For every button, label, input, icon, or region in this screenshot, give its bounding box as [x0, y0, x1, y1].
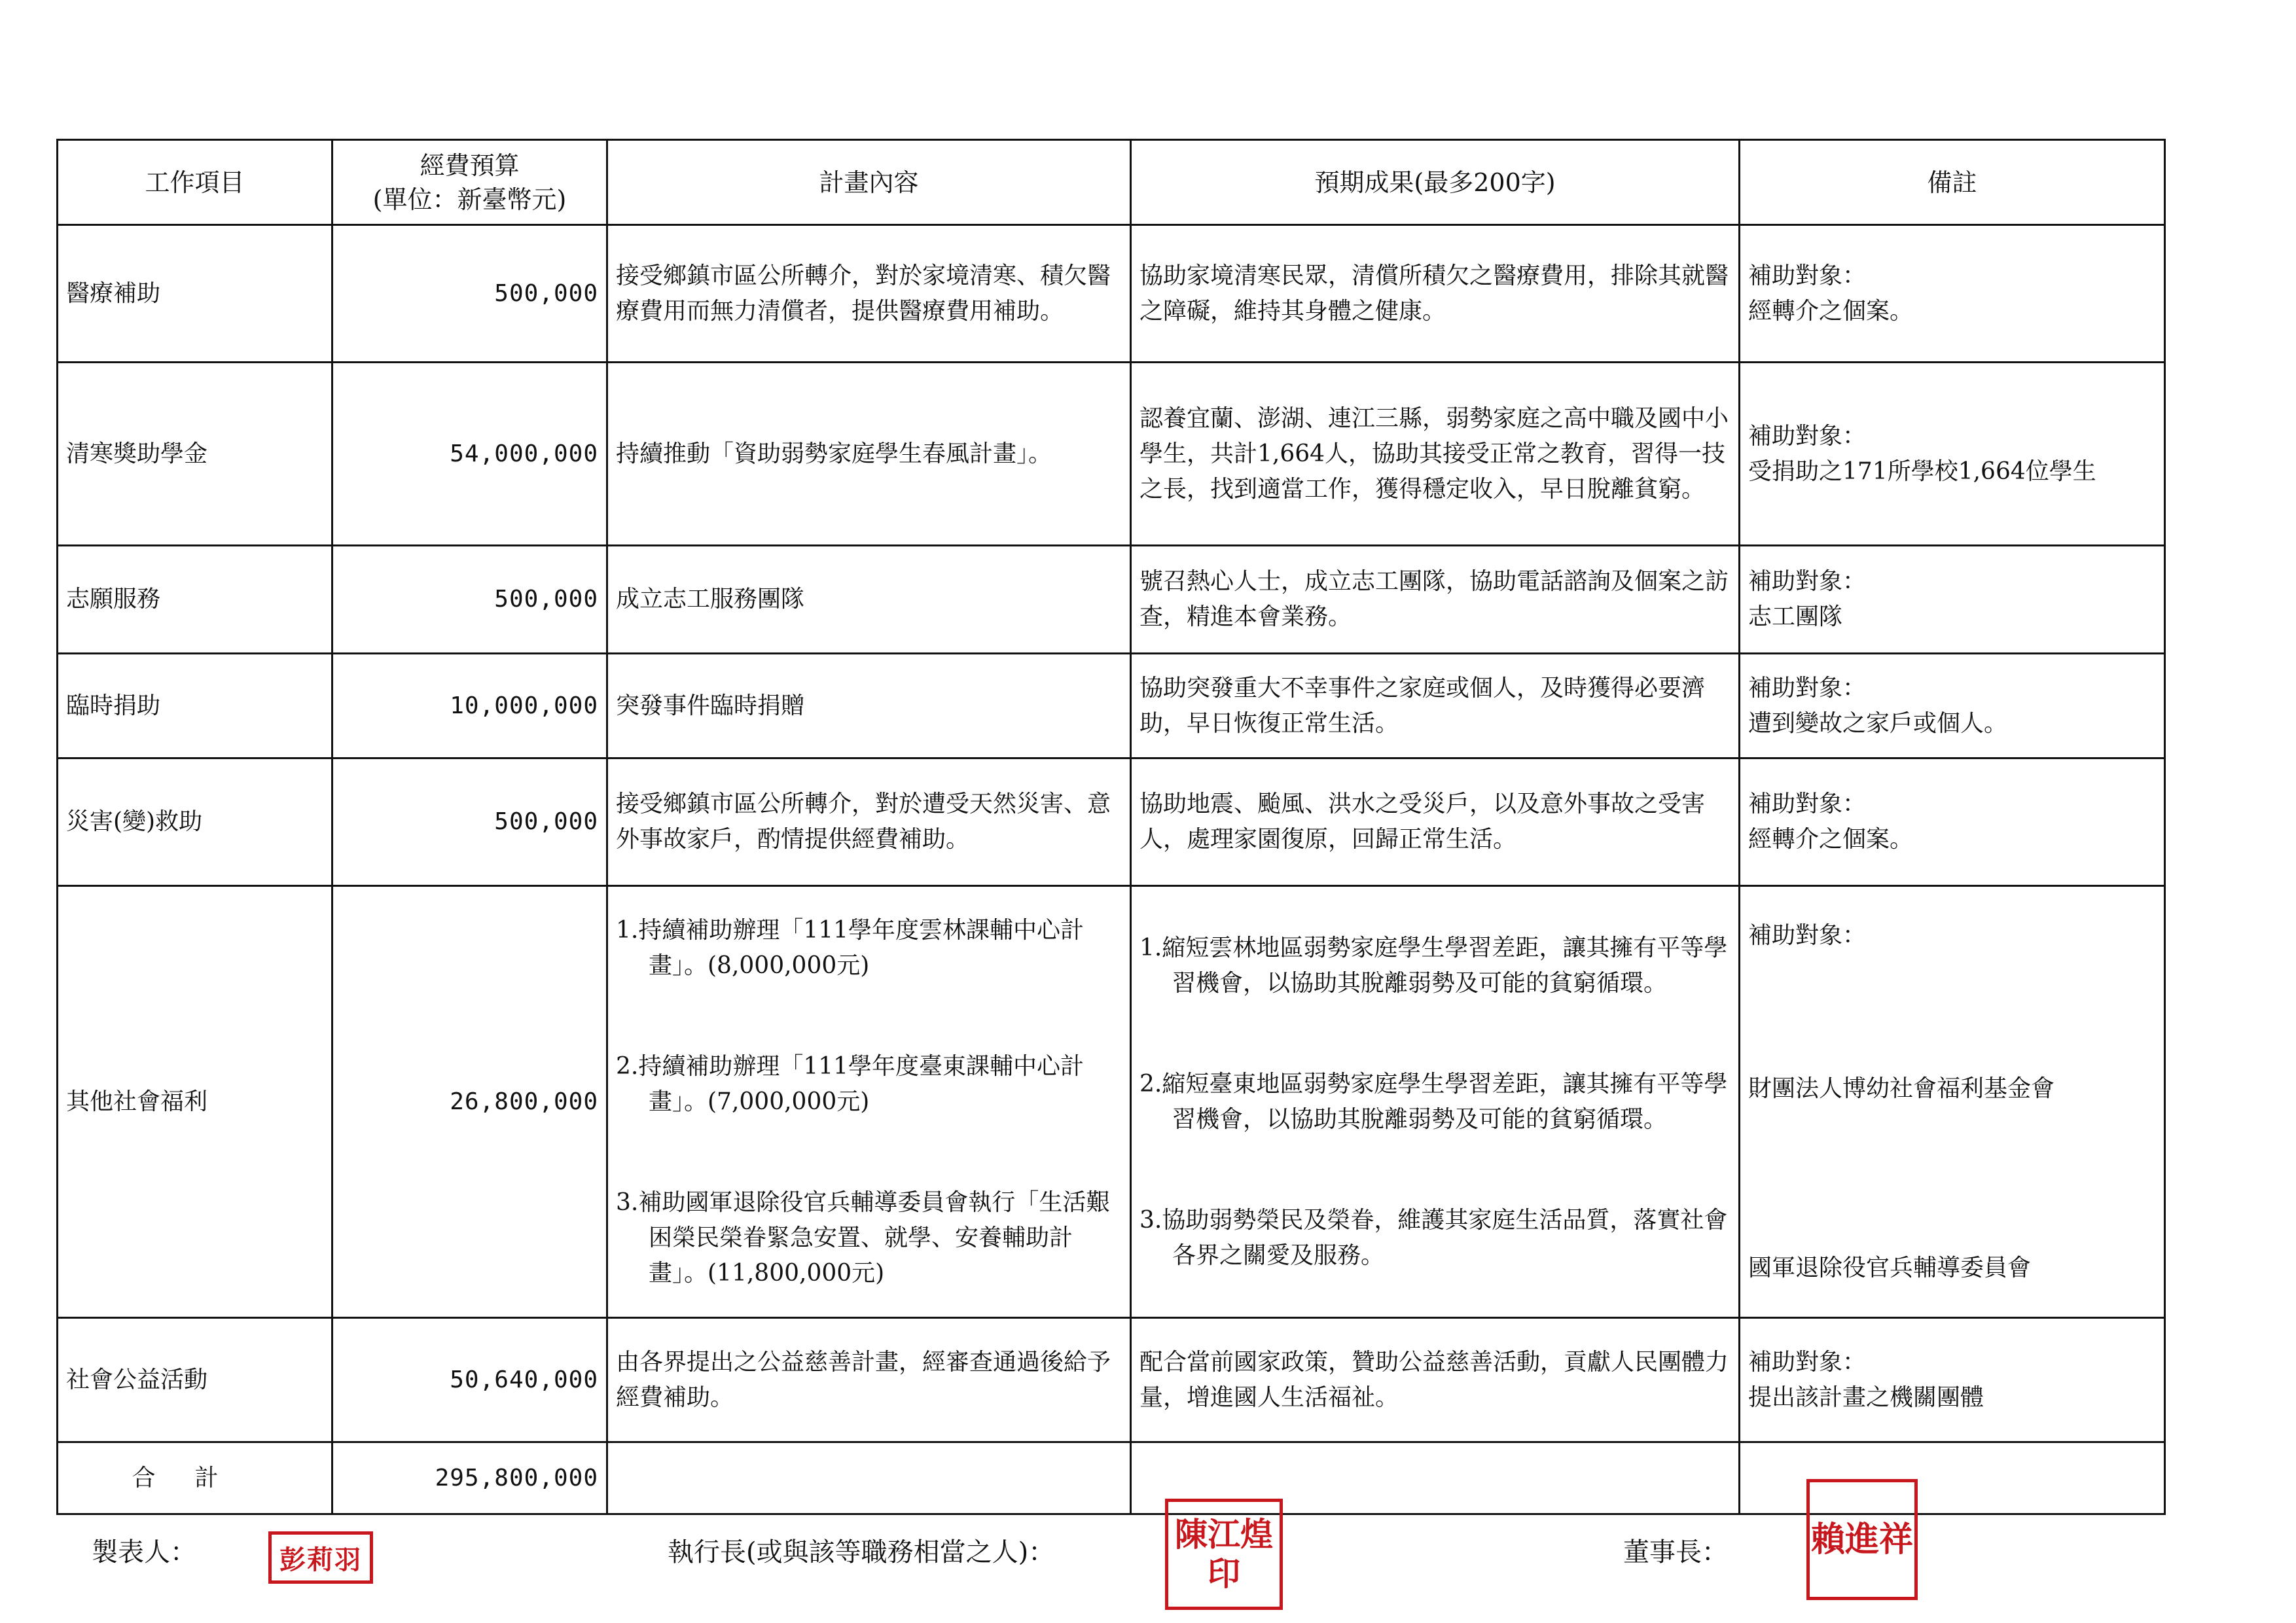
row-plan: 持續推動「資助弱勢家庭學生春風計畫」。 — [607, 363, 1131, 546]
row-note — [1740, 654, 2165, 758]
note-text: 經轉介之個案。 — [1748, 297, 1914, 325]
row-result: 配合當前國家政策，贊助公益慈善活動，貢獻人民團體力量，增進國人生活福祉。 — [1131, 1318, 1740, 1442]
row-amount: 10,000,000 — [332, 654, 607, 758]
row-item: 志願服務 — [58, 546, 332, 654]
row-plan: 由各界提出之公益慈善計畫，經審查通過後給予經費補助。 — [607, 1318, 1131, 1442]
result-list — [1139, 931, 1731, 1274]
row-result: 協助地震、颱風、洪水之受災戶，以及意外事故之受害人，處理家園復原，回歸正常生活。 — [1131, 758, 1740, 886]
note-org2: 國軍退除役官兵輔導委員會 — [1748, 1254, 2032, 1281]
row-result: 協助突發重大不幸事件之家庭或個人，及時獲得必要濟助，早日恢復正常生活。 — [1131, 654, 1740, 758]
row-amount: 500,000 — [332, 758, 607, 886]
note-text: 提出該計畫之機關團體 — [1748, 1383, 1984, 1411]
row-note — [1740, 886, 2165, 1318]
plan-list — [616, 913, 1122, 1291]
row-item: 醫療補助 — [58, 225, 332, 363]
row-result: 協助家境清寒民眾，清償所積欠之醫療費用，排除其就醫之障礙，維持其身體之健康。 — [1131, 225, 1740, 363]
total-empty-cell — [1740, 1442, 2165, 1514]
note-text: 受捐助之171所學校1,664位學生 — [1748, 457, 2096, 485]
plan-list-item: 1.持續補助辦理「111學年度雲林課輔中心計畫」。(8,000,000元) — [616, 916, 1085, 979]
row-note — [1740, 1318, 2165, 1442]
row-note — [1740, 546, 2165, 654]
row-note — [1740, 363, 2165, 546]
header-item: 工作項目 — [58, 140, 332, 225]
table-row — [58, 654, 2165, 758]
row-item: 災害(變)救助 — [58, 758, 332, 886]
header-budget — [332, 140, 607, 225]
row-amount: 26,800,000 — [332, 886, 607, 1318]
row-amount: 54,000,000 — [332, 363, 607, 546]
row-plan: 接受鄉鎮市區公所轉介，對於家境清寒、積欠醫療費用而無力清償者，提供醫療費用補助。 — [607, 225, 1131, 363]
chairman-label: 董事長： — [1623, 1537, 1728, 1567]
row-item: 社會公益活動 — [58, 1318, 332, 1442]
note-title: 補助對象： — [1748, 921, 1867, 949]
plan-list-item: 3.補助國軍退除役官兵輔導委員會執行「生活艱困榮民榮眷緊急安置、就學、安養輔助計畫」。(11,800,000元) — [616, 1188, 1110, 1287]
row-item: 其他社會福利 — [58, 886, 332, 1318]
row-result: 認養宜蘭、澎湖、連江三縣，弱勢家庭之高中職及國中小學生，共計1,664人，協助其接受正常之教育，習得一技之長，找到適當工作，獲得穩定收入，早日脫離貧窮。 — [1131, 363, 1740, 546]
budget-table — [56, 139, 2166, 1515]
header-row — [58, 140, 2165, 225]
header-budget-line2: (單位：新臺幣元) — [372, 185, 567, 214]
header-note: 備註 — [1740, 140, 2165, 225]
row-note — [1740, 758, 2165, 886]
total-label: 合計 — [58, 1442, 332, 1514]
executive-label: 執行長(或與該等職務相當之人)： — [668, 1537, 1055, 1567]
note-text: 志工團隊 — [1748, 603, 1843, 630]
table-row — [58, 363, 2165, 546]
note-title: 補助對象： — [1748, 262, 1867, 289]
note-text: 遭到變故之家戶或個人。 — [1748, 709, 2008, 737]
chairman-seal: 賴進祥 — [1806, 1479, 1918, 1600]
row-amount: 500,000 — [332, 225, 607, 363]
result-list-item: 1.縮短雲林地區弱勢家庭學生學習差距，讓其擁有平等學習機會，以協助其脫離弱勢及可能的貧窮循環。 — [1139, 934, 1728, 997]
header-result: 預期成果(最多200字) — [1131, 140, 1740, 225]
note-org1: 財團法人博幼社會福利基金會 — [1748, 1075, 2055, 1102]
table-row — [58, 546, 2165, 654]
row-item: 臨時捐助 — [58, 654, 332, 758]
table-row — [58, 758, 2165, 886]
row-result: 號召熱心人士，成立志工團隊，協助電話諮詢及個案之訪查，精進本會業務。 — [1131, 546, 1740, 654]
total-empty-cell — [607, 1442, 1131, 1514]
row-note — [1740, 225, 2165, 363]
table-row — [58, 225, 2165, 363]
row-result — [1131, 886, 1740, 1318]
row-plan: 接受鄉鎮市區公所轉介，對於遭受天然災害、意外事故家戶，酌情提供經費補助。 — [607, 758, 1131, 886]
note-title: 補助對象： — [1748, 568, 1867, 595]
row-plan — [607, 886, 1131, 1318]
table-row-other-welfare — [58, 886, 2165, 1318]
note-title: 補助對象： — [1748, 674, 1867, 702]
note-title: 補助對象： — [1748, 422, 1867, 450]
note-title: 補助對象： — [1748, 1348, 1867, 1376]
note-title: 補助對象： — [1748, 791, 1867, 817]
executive-seal: 陳江煌印 — [1165, 1499, 1283, 1610]
preparer-seal: 彭莉羽 — [268, 1531, 373, 1584]
row-plan: 成立志工服務團隊 — [607, 546, 1131, 654]
row-item: 清寒獎助學金 — [58, 363, 332, 546]
preparer-label: 製表人： — [92, 1537, 196, 1567]
row-amount: 500,000 — [332, 546, 607, 654]
plan-list-item: 2.持續補助辦理「111學年度臺東課輔中心計畫」。(7,000,000元) — [616, 1052, 1085, 1115]
note-text: 經轉介之個案。 — [1748, 826, 1914, 853]
signature-row — [0, 1505, 2296, 1603]
header-plan: 計畫內容 — [607, 140, 1131, 225]
row-plan: 突發事件臨時捐贈 — [607, 654, 1131, 758]
result-list-item: 3.協助弱勢榮民及榮眷，維護其家庭生活品質，落實社會各界之關愛及服務。 — [1139, 1206, 1728, 1269]
row-amount: 50,640,000 — [332, 1318, 607, 1442]
table-row-public-activity — [58, 1318, 2165, 1442]
header-budget-line1: 經費預算 — [420, 151, 520, 180]
total-amount: 295,800,000 — [332, 1442, 607, 1514]
result-list-item: 2.縮短臺東地區弱勢家庭學生學習差距，讓其擁有平等學習機會，以協助其脫離弱勢及可能的貧窮循環。 — [1139, 1070, 1728, 1133]
